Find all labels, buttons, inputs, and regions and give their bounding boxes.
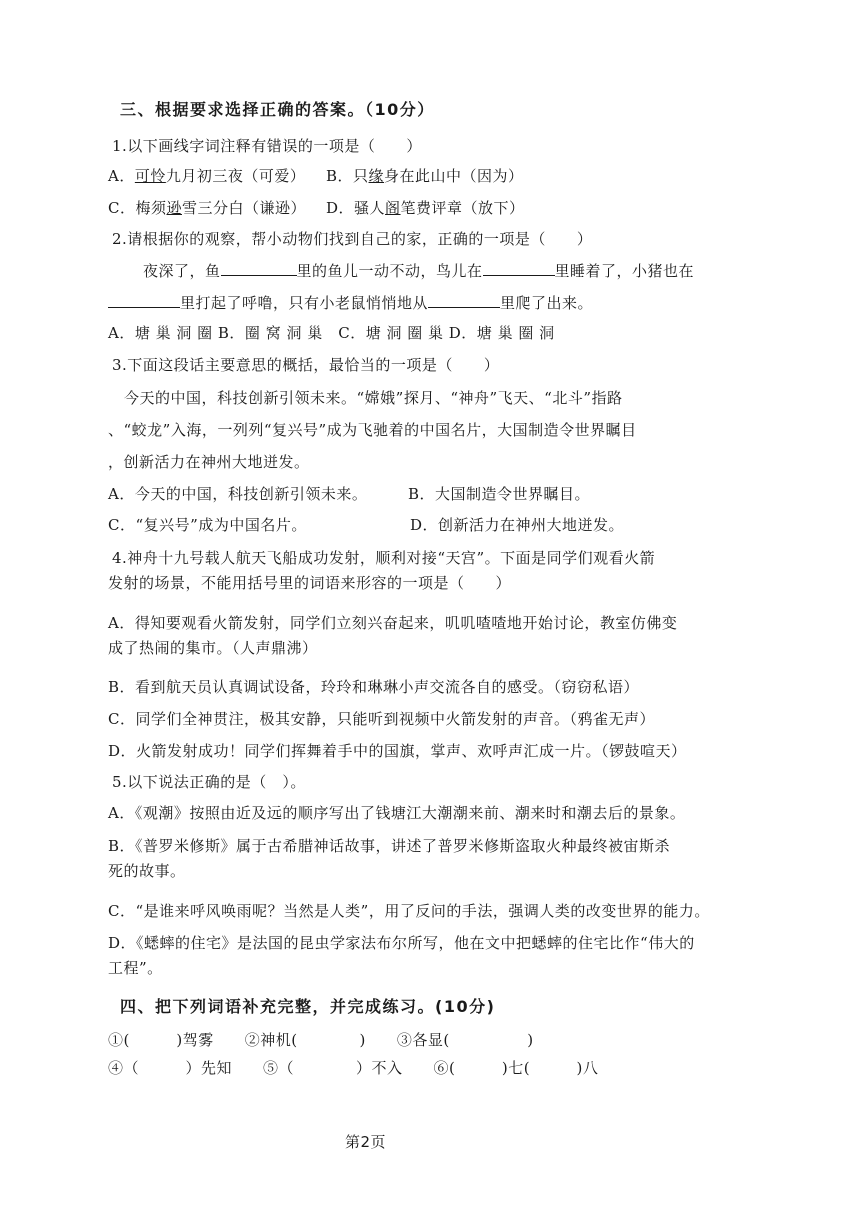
question-2-stem: 2.请根据你的观察，帮小动物们找到自己的家，正确的一项是（ ） bbox=[112, 230, 593, 248]
question-5-option-b-line-1: B．《普罗米修斯》属于古希腊神话故事，讲述了普罗米修斯盗取火种最终被宙斯杀 bbox=[108, 837, 671, 855]
question-5-option-d-line-1: D．《蟋蟀的住宅》是法国的昆虫学家法布尔所写，他在文中把蟋蟀的住宅比作“伟大的 bbox=[108, 934, 695, 952]
section-3-title: 三、根据要求选择正确的答案。（10分） bbox=[120, 100, 435, 119]
question-2-passage-line-1 bbox=[143, 261, 694, 281]
question-1-stem: 1.以下画线字词注释有错误的一项是（ ） bbox=[112, 137, 422, 155]
question-1-option-a bbox=[108, 166, 305, 186]
section-4-title: 四、把下列词语补充完整，并完成练习。(10分) bbox=[120, 997, 496, 1016]
question-3-passage-line-3: ，创新活力在神州大地迸发。 bbox=[108, 453, 310, 471]
question-5-option-a: A．《观潮》按照由近及远的顺序写出了钱塘江大潮潮来前、潮来时和潮去后的景象。 bbox=[108, 804, 686, 822]
option-prefix: B．只 bbox=[326, 167, 369, 185]
option-prefix: A． bbox=[108, 167, 135, 185]
question-4-option-c: C．同学们全神贯注，极其安静，只能听到视频中火箭发射的声音。（鸦雀无声） bbox=[108, 710, 655, 728]
question-4-option-a-line-2: 成了热闹的集市。（人声鼎沸） bbox=[108, 639, 318, 657]
idiom-row-2: ④（ ）先知 ⑤（ ）不入 ⑥( )七( )八 bbox=[108, 1059, 599, 1077]
fill-blank-1 bbox=[221, 261, 297, 276]
question-3-passage-line-2: 、“蛟龙”入海，一列列“复兴号”成为飞驰着的中国名片，大国制造令世界瞩目 bbox=[108, 421, 637, 439]
underlined-word: 缘 bbox=[368, 167, 385, 185]
passage-text: 里的鱼儿一动不动，鸟儿在 bbox=[296, 262, 483, 280]
question-5-stem: 5.以下说法正确的是（ ）。 bbox=[112, 773, 306, 791]
option-rest: 九月初三夜（可爱） bbox=[165, 167, 306, 185]
question-1-option-d bbox=[326, 198, 525, 218]
passage-text: 夜深了，鱼 bbox=[143, 262, 221, 280]
question-4-stem-line-1: 4.神舟十九号载人航天飞船成功发射，顺利对接“天宫”。下面是同学们观看火箭 bbox=[112, 549, 656, 567]
question-4-option-b: B．看到航天员认真调试设备，玲玲和琳琳小声交流各自的感受。（窃窃私语） bbox=[108, 678, 640, 696]
question-3-stem: 3.下面这段话主要意思的概括，最恰当的一项是（ ） bbox=[112, 356, 500, 374]
fill-blank-2 bbox=[483, 261, 555, 276]
passage-text: 里爬了出来。 bbox=[500, 294, 594, 312]
question-4-option-a-line-1: A．得知要观看火箭发射，同学们立刻兴奋起来，叽叽喳喳地开始讨论，教室仿佛变 bbox=[108, 614, 678, 632]
underlined-word: 可怜 bbox=[134, 167, 166, 185]
page-number: 第2页 bbox=[345, 1133, 387, 1151]
question-3-option-c: C．“复兴号”成为中国名片。 bbox=[108, 516, 307, 534]
passage-text: 里打起了呼噜，只有小老鼠悄悄地从 bbox=[180, 294, 429, 312]
question-1-option-b bbox=[326, 166, 524, 186]
option-rest: 身在此山中（因为） bbox=[384, 167, 524, 185]
question-4-stem-line-2: 发射的场景，不能用括号里的词语来形容的一项是（ ） bbox=[108, 574, 512, 592]
option-rest: 笔费评章（放下） bbox=[400, 199, 525, 217]
question-3-option-a: A．今天的中国，科技创新引领未来。 bbox=[108, 485, 368, 503]
passage-text: 里睡着了，小猪也在 bbox=[554, 262, 695, 280]
question-1-option-c bbox=[108, 198, 306, 218]
question-3-passage-line-1: 今天的中国，科技创新引领未来。“嫦娥”探月、“神舟”飞天、“北斗”指路 bbox=[124, 389, 623, 407]
option-prefix: D．骚人 bbox=[326, 199, 386, 217]
option-rest: 雪三分白（谦逊） bbox=[182, 199, 307, 217]
fill-blank-4 bbox=[428, 293, 500, 308]
question-5-option-b-line-2: 死的故事。 bbox=[108, 862, 186, 880]
fill-blank-3 bbox=[108, 293, 180, 308]
idiom-row-1: ①( )驾雾 ②神机( ) ③各显( ) bbox=[108, 1031, 534, 1049]
question-3-option-d: D．创新活力在神州大地迸发。 bbox=[410, 516, 625, 534]
question-5-option-d-line-2: 工程”。 bbox=[108, 959, 163, 977]
question-3-option-b: B．大国制造令世界瞩目。 bbox=[408, 485, 591, 503]
option-prefix: C．梅须 bbox=[108, 199, 167, 217]
underlined-word: 阁 bbox=[385, 199, 401, 217]
question-4-option-d: D．火箭发射成功！同学们挥舞着手中的国旗，掌声、欢呼声汇成一片。（锣鼓喧天） bbox=[108, 742, 687, 760]
question-2-passage-line-2 bbox=[108, 293, 593, 313]
question-5-option-c: C．“是谁来呼风唤雨呢？当然是人类”，用了反问的手法，强调人类的改变世界的能力。 bbox=[108, 902, 710, 920]
question-2-options: A．塘 巢 洞 圈 B．圈 窝 洞 巢 C．塘 洞 圈 巢 D．塘 巢 圈 洞 bbox=[108, 324, 555, 342]
underlined-word: 逊 bbox=[166, 199, 182, 217]
